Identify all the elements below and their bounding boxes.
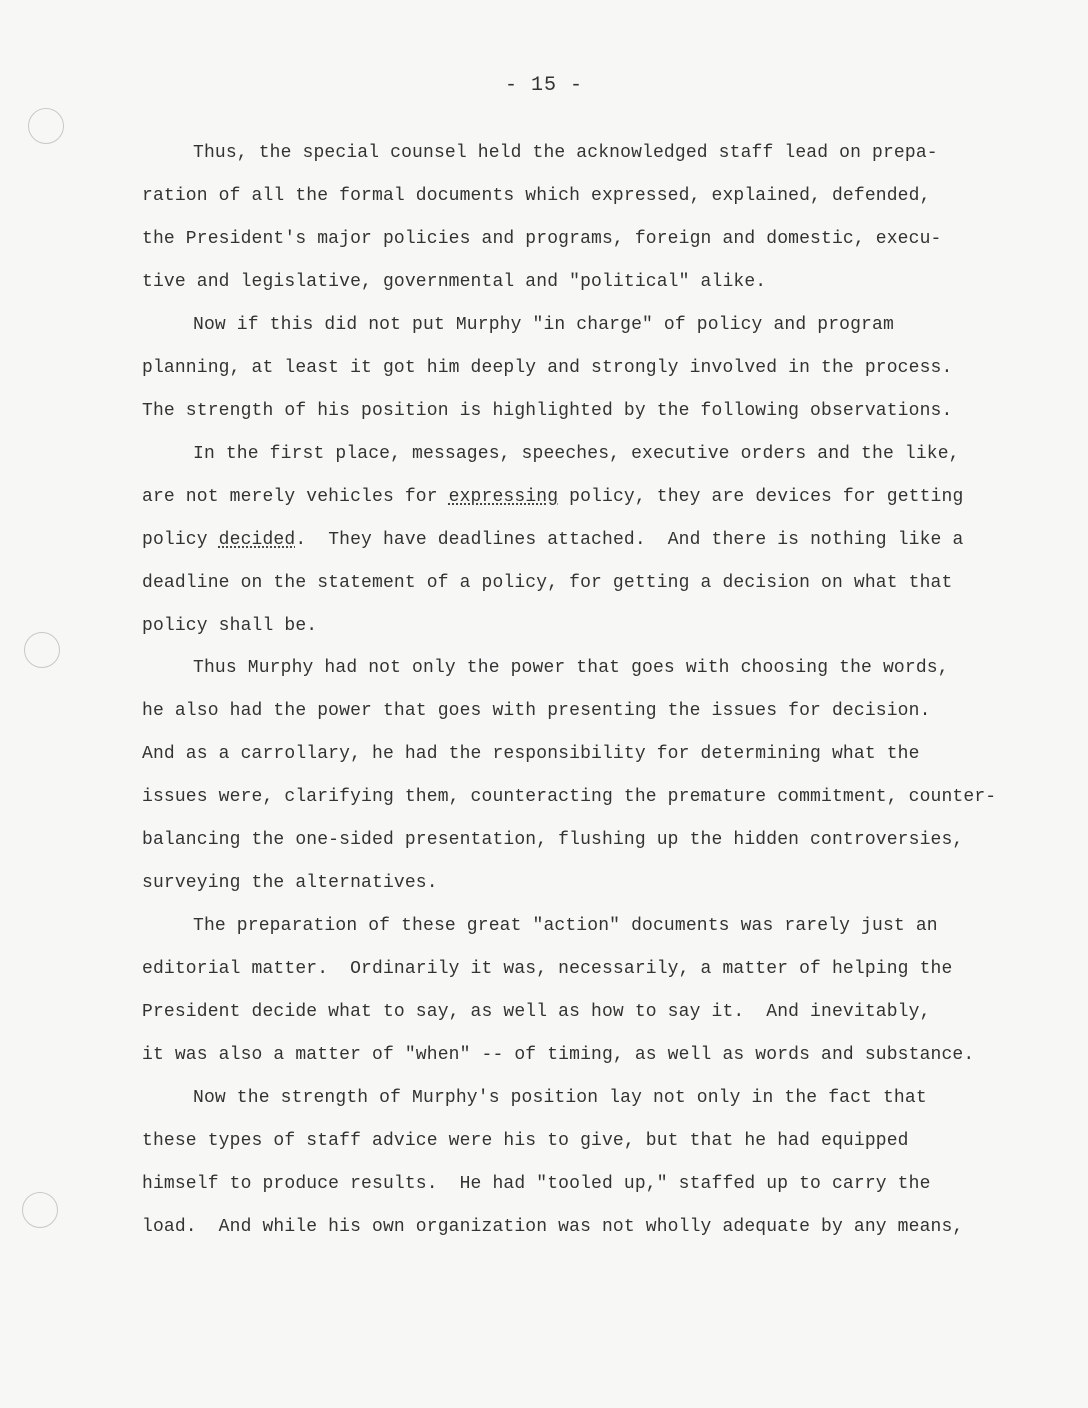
text-line: The preparation of these great "action" documents was rarely just an	[193, 916, 938, 936]
text-line: Now the strength of Murphy's position lay not only in the fact that	[193, 1088, 927, 1108]
underlined-word: expressing	[448, 487, 559, 507]
punch-hole-mark	[28, 108, 64, 144]
text-line: surveying the alternatives.	[142, 873, 438, 893]
text-line: In the first place, messages, speeches, executive orders and the like,	[193, 444, 960, 464]
text-line: ration of all the formal documents which expressed, explained, defended,	[142, 186, 931, 206]
text-line: The strength of his position is highlighted by the following observations.	[142, 401, 953, 421]
text-segment: policy, they are devices for getting	[558, 487, 964, 507]
text-line: balancing the one-sided presentation, flushing up the hidden controversies,	[142, 830, 964, 850]
text-line	[142, 486, 963, 508]
text-segment: are not merely vehicles for	[142, 487, 449, 507]
text-line: Thus Murphy had not only the power that goes with choosing the words,	[193, 658, 949, 678]
text-line	[142, 529, 963, 551]
text-line: deadline on the statement of a policy, for getting a decision on what that	[142, 573, 953, 593]
text-line: President decide what to say, as well as how to say it. And inevitably,	[142, 1002, 931, 1022]
text-segment: policy	[142, 530, 219, 550]
punch-hole-mark	[24, 632, 60, 668]
text-line: policy shall be.	[142, 616, 318, 636]
text-line: planning, at least it got him deeply and strongly involved in the process.	[142, 358, 953, 378]
text-line: these types of staff advice were his to give, but that he had equipped	[142, 1131, 909, 1151]
page-number: - 15 -	[504, 74, 583, 97]
text-line: And as a carrollary, he had the responsibility for determining what the	[142, 744, 920, 764]
text-line: he also had the power that goes with presenting the issues for decision.	[142, 701, 931, 721]
text-line: himself to produce results. He had "tooled up," staffed up to carry the	[142, 1174, 931, 1194]
punch-hole-mark	[22, 1192, 58, 1228]
text-line: editorial matter. Ordinarily it was, necessarily, a matter of helping the	[142, 959, 953, 979]
text-line: load. And while his own organization was not wholly adequate by any means,	[142, 1217, 964, 1237]
text-line: it was also a matter of "when" -- of timing, as well as words and substance.	[142, 1045, 975, 1065]
text-line: Thus, the special counsel held the acknowledged staff lead on prepa-	[193, 143, 938, 163]
text-line: the President's major policies and programs, foreign and domestic, execu-	[142, 229, 942, 249]
underlined-word: decided	[218, 530, 296, 550]
text-segment: . They have deadlines attached. And there is nothing like a	[295, 530, 964, 550]
text-line: issues were, clarifying them, counteracting the premature commitment, counter-	[142, 787, 997, 807]
text-line: tive and legislative, governmental and "political" alike.	[142, 272, 767, 292]
text-line: Now if this did not put Murphy "in charge" of policy and program	[193, 315, 894, 335]
